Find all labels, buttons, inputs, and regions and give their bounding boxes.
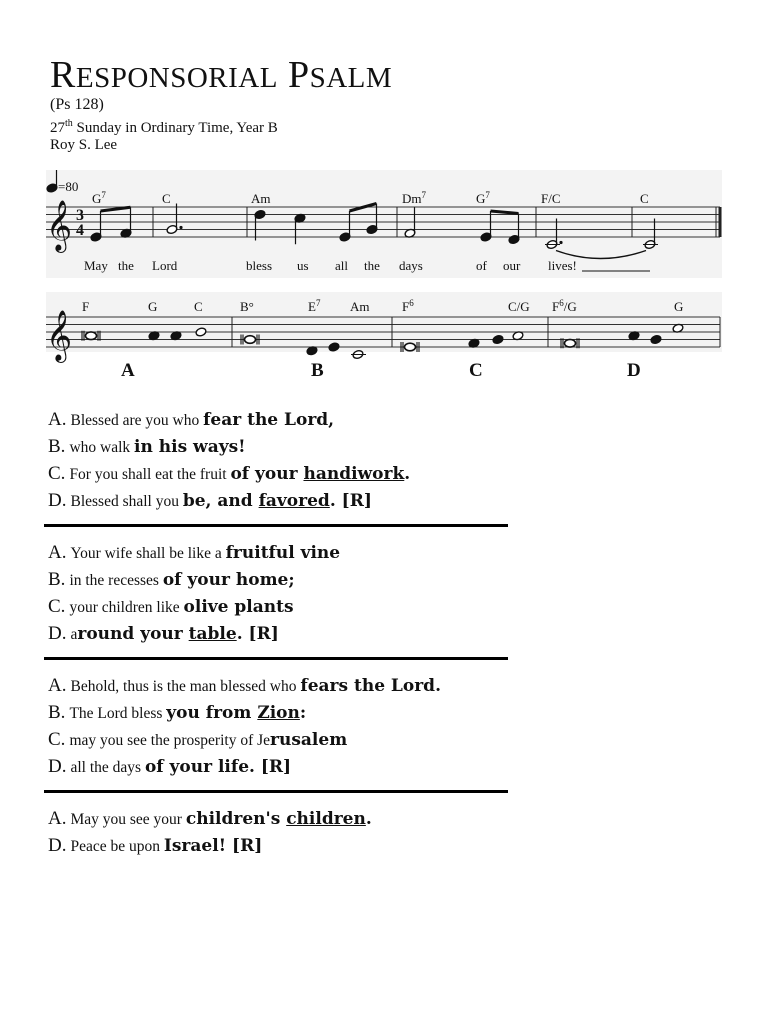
verse-line — [48, 699, 518, 726]
verse-line-label: C. — [48, 729, 66, 750]
chord-row2: F — [82, 299, 90, 314]
stressed-text: olive plants — [183, 597, 294, 617]
verse-line — [48, 726, 518, 753]
verse-line — [48, 593, 518, 620]
verse-line-stressed — [300, 676, 441, 696]
chord-row2: $F^6/G$ — [552, 298, 577, 314]
stressed-tail: . — [404, 464, 411, 484]
section-label-b: B — [311, 360, 324, 381]
chord-row2: C/G — [508, 299, 530, 314]
chord-row2: C — [194, 299, 203, 314]
underlined-stress: Zion — [257, 703, 300, 723]
stressed-text: fear the Lord, — [203, 410, 335, 430]
verse-line-stressed — [145, 757, 291, 777]
title-initial: R — [50, 54, 76, 96]
chord-row2: Am — [350, 299, 370, 314]
music-score — [0, 170, 768, 385]
verse-line-stressed — [164, 836, 262, 856]
verse-line — [48, 566, 518, 593]
underlined-stress: favored — [258, 491, 330, 511]
stressed-text: of your life. [R] — [144, 757, 292, 777]
verse-line-text: Blessed are you who — [70, 412, 204, 429]
stressed-tail: : — [299, 703, 307, 723]
stressed-tail: . [R] — [236, 624, 279, 644]
verse-line-stressed — [163, 570, 295, 590]
section-label-a: A — [121, 360, 135, 381]
verse-line — [48, 805, 518, 832]
verse-line-label: C. — [48, 596, 66, 617]
verses — [48, 406, 518, 859]
section-label-c: C — [469, 360, 483, 381]
occasion-number: 27 — [50, 120, 65, 136]
chord-row1: $G^7$ — [476, 190, 490, 206]
title-rest-2: SALM — [309, 62, 393, 94]
treble-clef: 𝄞 — [46, 311, 73, 360]
stanza-divider — [44, 790, 508, 793]
title-initial-2: P — [287, 54, 310, 96]
lyric-word: lives! — [548, 258, 577, 273]
verse-line-stressed — [184, 597, 294, 617]
verse-line-text: For you shall eat the fruit — [69, 466, 231, 483]
verse-line — [48, 620, 518, 647]
time-signature-bottom: 4 — [76, 222, 84, 239]
stressed-text: you from — [166, 703, 258, 723]
note-dot — [559, 241, 562, 244]
verse-line — [48, 433, 518, 460]
lyric-word: all — [335, 258, 348, 273]
time-signature-top: 3 — [76, 207, 84, 224]
chord-row1: C — [162, 191, 171, 206]
verse-line-stressed — [166, 703, 306, 723]
verse-line-label: D. — [48, 835, 67, 856]
stressed-text: rusalem — [270, 730, 348, 750]
chord-row2: G — [674, 299, 684, 314]
lyric-word: of — [476, 258, 487, 273]
page-title — [50, 56, 392, 94]
lyric-word: days — [399, 258, 423, 273]
verse-line-label: B. — [48, 436, 66, 457]
verse-line-label: A. — [48, 409, 67, 430]
stressed-text: children's — [185, 809, 287, 829]
stressed-text: of your — [230, 464, 304, 484]
verse-stanza — [48, 406, 518, 514]
section-label-d: D — [627, 360, 641, 381]
breve-note — [405, 343, 416, 351]
lyric-word: May — [84, 258, 108, 273]
verse-stanza — [48, 672, 518, 780]
stressed-text: be, and — [182, 491, 259, 511]
chord-row2: $F^6$ — [402, 298, 414, 314]
stressed-text: fears the Lord. — [300, 676, 441, 696]
score-background — [46, 170, 722, 278]
breve-note — [565, 339, 576, 347]
verse-line-stressed — [186, 809, 372, 829]
verse-stanza — [48, 805, 518, 859]
composer: Roy S. Lee — [50, 137, 118, 153]
stressed-text: round your — [77, 624, 189, 644]
stressed-text: fruitful vine — [225, 543, 341, 563]
psalm-reference: (Ps 128) — [50, 96, 104, 113]
chord-row1: C — [640, 191, 649, 206]
verse-line-text: a — [70, 626, 78, 643]
verse-line — [48, 487, 518, 514]
verse-line-label: D. — [48, 623, 67, 644]
chord-row1: F/C — [541, 191, 561, 206]
staff-row-2 — [46, 292, 722, 381]
verse-line-label: D. — [48, 756, 67, 777]
verse-line-stressed — [270, 730, 347, 750]
verse-line-text: who walk — [69, 439, 135, 456]
verse-line — [48, 832, 518, 859]
verse-line — [48, 460, 518, 487]
chord-row2: $E^7$ — [308, 298, 321, 314]
verse-line-stressed — [230, 464, 410, 484]
chord-row2: G — [148, 299, 158, 314]
lyric-word: the — [118, 258, 134, 273]
staff-row-1 — [46, 170, 722, 278]
verse-line-label: A. — [48, 675, 67, 696]
verse-line — [48, 406, 518, 433]
verse-line-text: all the days — [70, 759, 145, 776]
verse-line-text: Behold, thus is the man blessed who — [70, 678, 301, 695]
verse-line-label: A. — [48, 808, 67, 829]
verse-line-text: Your wife shall be like a — [70, 545, 226, 562]
chord-row1: Dm$^7$ — [402, 190, 426, 206]
verse-line-stressed — [77, 624, 278, 644]
underlined-stress: handiwork — [303, 464, 405, 484]
verse-line — [48, 672, 518, 699]
stanza-divider — [44, 657, 508, 660]
verse-line-text: The Lord bless — [69, 705, 167, 722]
verse-line-stressed — [183, 491, 372, 511]
chord-row2: B° — [240, 299, 254, 314]
stressed-text: of your home; — [162, 570, 295, 590]
title-rest: ESPONSORIAL — [75, 62, 278, 94]
underlined-stress: table — [188, 624, 237, 644]
verse-line-stressed — [226, 543, 341, 563]
verse-line-text: your children like — [69, 599, 184, 616]
stressed-text: in his ways! — [134, 437, 246, 457]
occasion — [50, 119, 278, 136]
verse-line — [48, 539, 518, 566]
breve-note — [86, 332, 97, 340]
chord-row1: Am — [251, 191, 271, 206]
underlined-stress: children — [286, 809, 366, 829]
occasion-suffix: th — [65, 118, 73, 129]
stressed-tail: . — [365, 809, 372, 829]
stressed-tail: . [R] — [329, 491, 372, 511]
verse-line-text: in the recesses — [69, 572, 163, 589]
note-dot — [179, 226, 182, 229]
lyric-word: us — [297, 258, 309, 273]
treble-clef: 𝄞 — [46, 201, 73, 250]
verse-line-label: D. — [48, 490, 67, 511]
verse-line-text: Peace be upon — [70, 838, 164, 855]
verse-line-label: A. — [48, 542, 67, 563]
verse-stanza — [48, 539, 518, 647]
verse-line-label: B. — [48, 702, 66, 723]
stanza-divider — [44, 524, 508, 527]
lyric-word: bless — [246, 258, 272, 273]
tempo-marking: =80 — [58, 179, 79, 194]
verse-line-text: may you see the prosperity of Je — [69, 732, 271, 749]
verse-line-text: Blessed shall you — [70, 493, 183, 510]
verse-line-label: C. — [48, 463, 66, 484]
breve-note — [245, 336, 256, 344]
verse-line-stressed — [203, 410, 334, 430]
chord-row1: $G^7$ — [92, 190, 106, 206]
occasion-text: Sunday in Ordinary Time, Year B — [72, 120, 278, 136]
verse-line-stressed — [134, 437, 246, 457]
verse-line-label: B. — [48, 569, 66, 590]
stressed-text: Israel! [R] — [163, 836, 263, 856]
verse-line-text: May you see your — [70, 811, 186, 828]
lyric-word: Lord — [152, 258, 178, 273]
verse-line — [48, 753, 518, 780]
lyric-word: our — [503, 258, 521, 273]
lyric-word: the — [364, 258, 380, 273]
